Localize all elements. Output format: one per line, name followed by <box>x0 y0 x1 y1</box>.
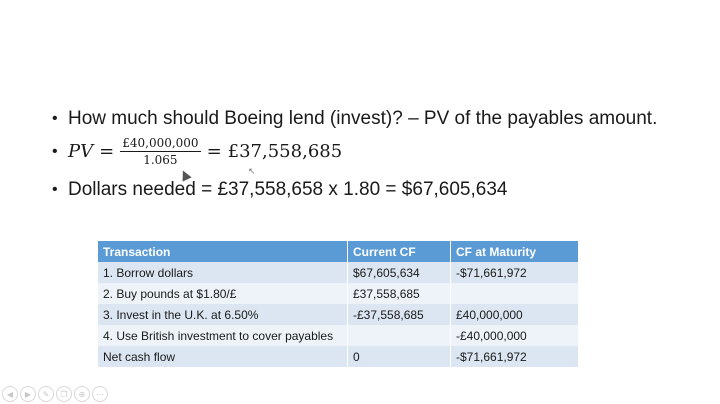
play-icon[interactable]: ▶ <box>20 386 36 402</box>
zoom-icon[interactable]: ⊕ <box>74 386 90 402</box>
table-header-row <box>98 241 579 262</box>
table-row-net-cash-flow <box>98 346 579 367</box>
pv-variable: PV <box>68 141 94 162</box>
cell-transaction: Net cash flow <box>98 346 348 367</box>
copy-icon[interactable]: ❐ <box>56 386 72 402</box>
cell-cf-maturity <box>451 283 579 304</box>
table-row <box>98 304 579 325</box>
pv-result: £37,558,685 <box>227 141 343 162</box>
bullet-dot-icon: • <box>52 181 58 198</box>
table-row <box>98 325 579 346</box>
cell-transaction: 2. Buy pounds at $1.80/£ <box>98 283 348 304</box>
cell-transaction: 4. Use British investment to cover payables <box>98 325 348 346</box>
table-row <box>98 283 579 304</box>
cell-cf-maturity: -$71,661,972 <box>451 346 579 367</box>
cell-current-cf: 0 <box>348 346 451 367</box>
cell-current-cf <box>348 325 451 346</box>
bullet-text: Dollars needed = £37,558,658 x 1.80 = $67,605,634 <box>68 179 508 200</box>
bullet-dot-icon: • <box>52 142 58 160</box>
bullet-text: How much should Boeing lend (invest)? – PV of the payables amount. <box>68 108 658 129</box>
more-icon[interactable]: ⋯ <box>92 386 108 402</box>
header-current-cf: Current CF <box>348 241 451 262</box>
cell-current-cf: -£37,558,685 <box>348 304 451 325</box>
bullet-boeing-lend <box>52 108 657 130</box>
pv-numerator: £40,000,000 <box>122 136 199 150</box>
cell-transaction: 3. Invest in the U.K. at 6.50% <box>98 304 348 325</box>
equals-sign: = <box>99 141 115 162</box>
previous-icon[interactable]: ◀ <box>2 386 18 402</box>
cell-cf-maturity: -£40,000,000 <box>451 325 579 346</box>
equals-sign: = <box>206 141 222 162</box>
header-transaction: Transaction <box>98 241 348 262</box>
cash-flow-table <box>98 241 579 367</box>
bullet-pv-formula <box>52 136 342 167</box>
pen-icon[interactable]: ✎ <box>38 386 54 402</box>
cell-current-cf: $67,605,634 <box>348 262 451 283</box>
table-row <box>98 262 579 283</box>
header-cf-at-maturity: CF at Maturity <box>451 241 579 262</box>
pv-fraction <box>120 136 200 167</box>
cell-cf-maturity: -$71,661,972 <box>451 262 579 283</box>
pv-denominator: 1.065 <box>143 153 178 167</box>
cell-cf-maturity: £40,000,000 <box>451 304 579 325</box>
slideshow-toolbar <box>2 386 108 402</box>
bullet-dot-icon: • <box>52 110 58 127</box>
bullet-dollars-needed <box>52 179 507 201</box>
cell-transaction: 1. Borrow dollars <box>98 262 348 283</box>
pointer-mark-icon: ↖ <box>248 166 256 176</box>
cell-current-cf: £37,558,685 <box>348 283 451 304</box>
